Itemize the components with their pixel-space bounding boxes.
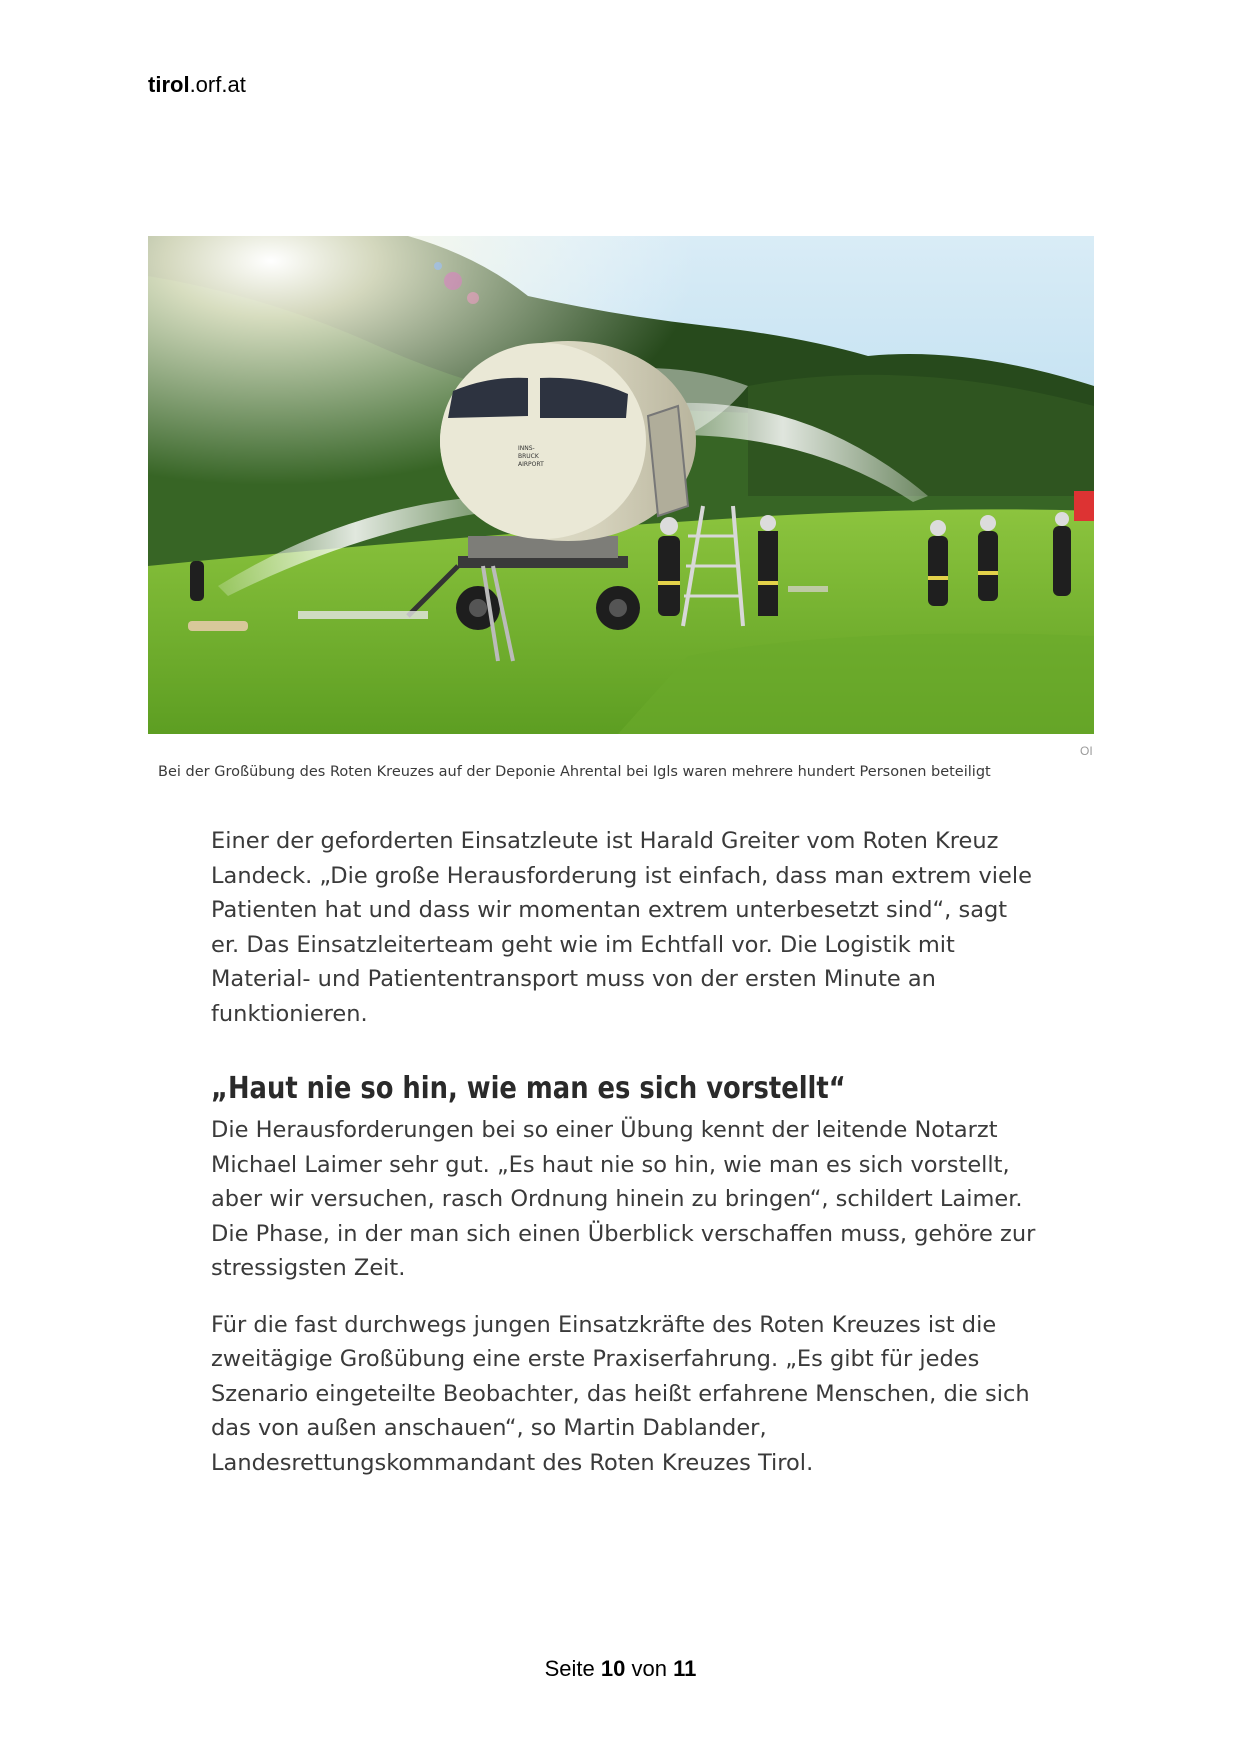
svg-text:AIRPORT: AIRPORT	[518, 461, 544, 468]
site-header	[148, 72, 246, 98]
article-subheading: „Haut nie so hin, wie man es sich vorstellt“	[211, 1071, 846, 1106]
page-footer	[0, 1656, 1241, 1682]
svg-text:INNS-: INNS-	[518, 445, 535, 452]
site-name-domain: .orf.at	[189, 72, 246, 97]
article-photo	[148, 236, 1094, 734]
article-body	[211, 824, 1041, 1480]
svg-text:BRUCK: BRUCK	[518, 453, 539, 460]
page-current: 10	[600, 1656, 626, 1681]
site-name-bold: tirol	[148, 72, 190, 97]
page-of: von	[631, 1656, 667, 1681]
article-paragraph-2: Die Herausforderungen bei so einer Übung kennt der leitende Notarzt Michael Laimer sehr gut. „Es haut nie so hin, wie man es sich vorstellt, aber wir versuchen, rasch Ordnung hinein zu bringen“, schildert Laimer. Die Phase, in der man sich einen Überblick verschaffen muss, gehöre zur stressigsten Zeit.	[211, 1117, 1036, 1281]
photo-credit: OI	[1080, 744, 1093, 758]
photo-caption: Bei der Großübung des Roten Kreuzes auf der Deponie Ahrental bei Igls waren mehrere hundert Personen beteiligt	[158, 764, 991, 780]
page-total: 11	[673, 1656, 697, 1681]
article-paragraph-1: Einer der geforderten Einsatzleute ist Harald Greiter vom Roten Kreuz Landeck. „Die große Herausforderung ist einfach, dass man extrem viele Patienten hat und dass wir momentan extrem unterbesetzt sind“, sagt er. Das Einsatzleiterteam geht wie im Echtfall vor. Die Logistik mit Material- und Patiententransport muss von der ersten Minute an funktionieren.	[211, 828, 1032, 1027]
article-paragraph-3: Für die fast durchwegs jungen Einsatzkräfte des Roten Kreuzes ist die zweitägige Großübung eine erste Praxiserfahrung. „Es gibt für jedes Szenario eingeteilte Beobachter, das heißt erfahrene Menschen, die sich das von außen anschauen“, so Martin Dablander, Landesrettungskommandant des Roten Kreuzes Tirol.	[211, 1311, 1030, 1476]
page-label: Seite	[544, 1656, 595, 1681]
